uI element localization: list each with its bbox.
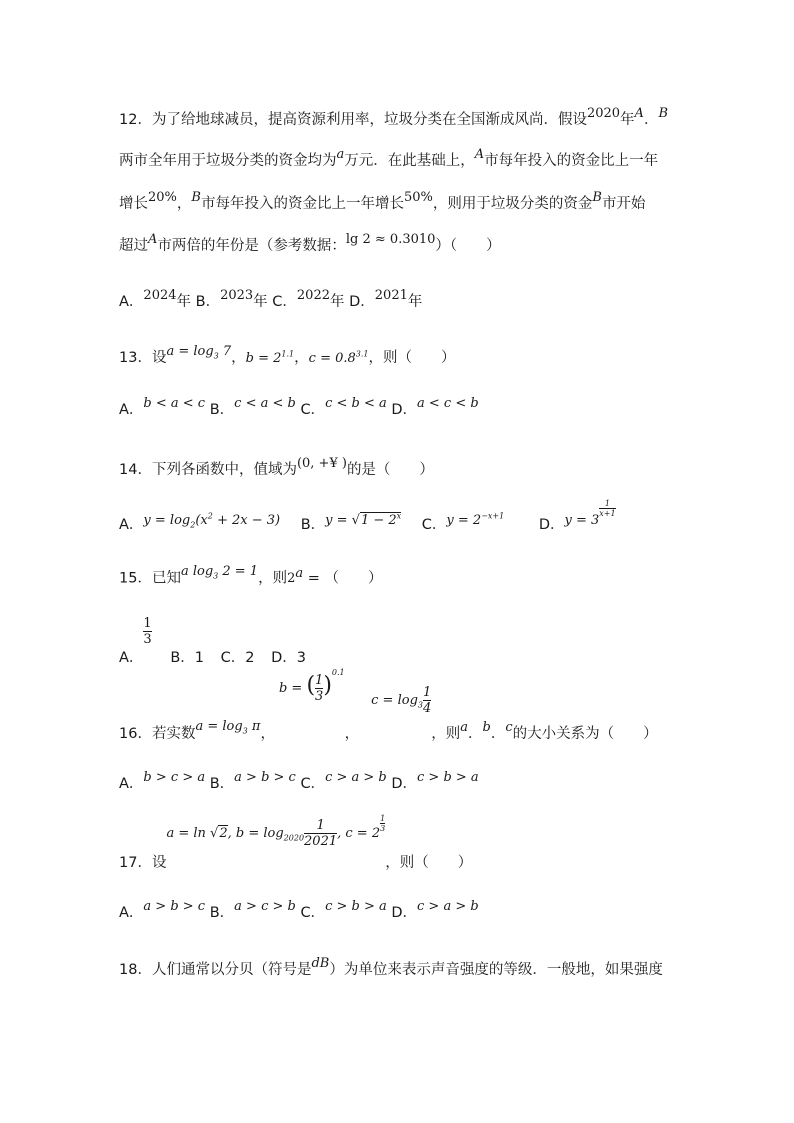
q12-line4: 超过A市两倍的年份是（参考数据：lg 2 ≈ 0.3010）（ ） xyxy=(119,232,501,254)
q12-option-c[interactable]: C．2022年 xyxy=(272,288,345,310)
q17-option-a[interactable]: A．a > b > c xyxy=(119,899,206,921)
q17-stem: 17．设a = ln √2, $b = \log_{2020}$ $\frac{1}{2021}$ , c = 2 $\frac{1}{3}$ ，则（ ） xyxy=(119,814,473,871)
q14-options xyxy=(119,499,616,535)
q16-option-a[interactable]: A．b > c > a xyxy=(119,770,206,792)
q14-option-c[interactable]: C．$y = 2^{-x+1}$ xyxy=(421,511,505,533)
q15-option-c[interactable]: C．2 xyxy=(220,649,255,666)
q16-option-d[interactable]: D．c > b > a xyxy=(391,770,479,792)
q14-option-d[interactable]: D．y = 3 $\frac{1}{x+1}$ xyxy=(538,499,616,533)
q12-line2: 两市全年用于垃圾分类的资金均为a万元．在此基础上，A市每年投入的资金比上一年 xyxy=(119,147,659,169)
q13-option-c[interactable]: C．c < b < a xyxy=(300,396,387,418)
q16-stem: 16．若实数$a = \log_3 \pi$，b = ( $\frac{1}{3}$ )$^{0.1}$，$c = \log_3$ $\frac{1}{4}$ ，则a．b．c的大小关系为（ ） xyxy=(119,667,658,742)
q12-option-d[interactable]: D．2021年 xyxy=(349,288,423,310)
q12-line1: 12．为了给地球减员，提高资源利用率，垃圾分类在全国渐成风尚．假设2020年A．B xyxy=(119,106,668,128)
q12-options xyxy=(119,290,422,311)
q13-options xyxy=(119,398,479,419)
q18-stem: 18．人们通常以分贝（符号是dB）为单位来表示声音强度的等级．一般地，如果强度 xyxy=(119,956,663,978)
q13-option-a[interactable]: A．b < a < c xyxy=(119,396,206,418)
q17-options xyxy=(119,901,479,922)
q16-option-b[interactable]: B．a > b > c xyxy=(209,770,296,792)
q16-options xyxy=(119,772,479,793)
q16-option-c[interactable]: C．c > a > b xyxy=(300,770,387,792)
q15-option-b[interactable]: B．1 xyxy=(170,649,204,666)
q12-line3: 增长20%，B市每年投入的资金比上一年增长50%，则用于垃圾分类的资金B市开始 xyxy=(119,190,646,212)
q14-option-a[interactable]: A．$y = \log_2(x^2 + 2x - 3)$ xyxy=(119,511,281,533)
q15-options xyxy=(119,616,306,666)
q13-option-d[interactable]: D．a < c < b xyxy=(391,396,479,418)
q15-option-a[interactable]: A． $\frac{1}{3}$ xyxy=(119,616,152,666)
q15-stem: 15．已知a $\log_3 2 = 1$，则$2^a$ = （ ） xyxy=(119,564,383,587)
q13-option-b[interactable]: B．c < a < b xyxy=(209,396,296,418)
q14-option-b[interactable]: B．$y = √1 - 2^x$ xyxy=(300,511,402,533)
q12-option-b[interactable]: B．2023年 xyxy=(195,288,268,310)
q17-option-c[interactable]: C．c > b > a xyxy=(300,899,387,921)
q17-option-d[interactable]: D．c > a > b xyxy=(391,899,479,921)
q17-option-b[interactable]: B．a > c > b xyxy=(209,899,296,921)
q13-stem: 13．设$a = \log_3 7$，$b = 2^{1.1}$，$c = 0.8^{3.1}$，则（ ） xyxy=(119,344,456,366)
q12-option-a[interactable]: A．2024年 xyxy=(119,288,192,310)
q14-stem: 14．下列各函数中，值域为(0, +¥ )的是（ ） xyxy=(119,456,434,478)
q15-option-d[interactable]: D．3 xyxy=(271,649,306,666)
